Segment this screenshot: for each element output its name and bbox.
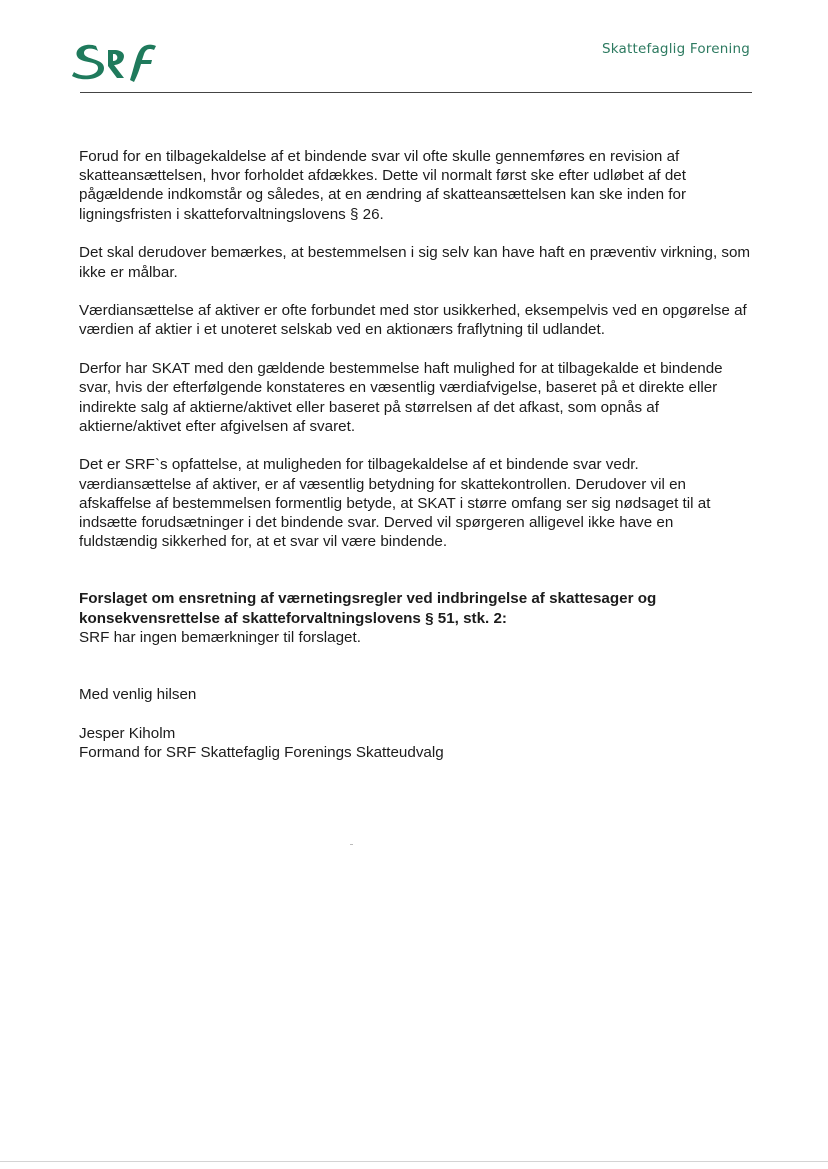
signer-title: Formand for SRF Skattefaglig Forenings Skatteudvalg	[79, 743, 444, 761]
header-divider	[80, 92, 752, 93]
body-paragraph: Forud for en tilbagekaldelse af et bindende svar vil ofte skulle gennemføres en revision af skatteansættelsen, hvor forholdet afdækkes. Dette vil normalt først ske efter udløbet af det pågældende indkomstår og således, at en ændring af skatteansættelsen kan ske inden for ligningsfristen i skatteforvaltningslovens § 26.	[79, 148, 687, 223]
closing-greeting: Med venlig hilsen	[79, 686, 197, 704]
signature-block	[79, 724, 755, 762]
page-bottom-edge	[0, 1161, 828, 1162]
body-paragraph: Det skal derudover bemærkes, at bestemmelsen i sig selv kan have haft en præventiv virkning, som ikke er målbar.	[79, 244, 751, 281]
section-heading: Forslaget om ensretning af værnetingsregler ved indbringelse af skattesager og konsekvensrettelse af skatteforvaltningslovens § 51, stk. 2:	[79, 590, 657, 627]
organization-name: Skattefaglig Forening	[601, 41, 750, 57]
body-paragraph: Det er SRF`s opfattelse, at muligheden for tilbagekaldelse af et bindende svar vedr. værdiansættelse af aktiver, er af væsentlig betydning for skattekontrollen. Derudover vil en afskaffelse af bestemmelsen formentlig betyde, at SKAT i større omfang ser sig nødsaget til at indsætte forudsætninger i det bindende svar. Derved vil spørgeren alligevel ikke have en fuldstændig sikkerhed for, at et svar vil være bindende.	[79, 456, 711, 551]
section-block	[79, 589, 755, 647]
section-text: SRF har ingen bemærkninger til forslaget.	[79, 628, 361, 646]
scan-speck	[350, 844, 353, 845]
body-paragraph: Derfor har SKAT med den gældende bestemmelse haft mulighed for at tilbagekalde et bindende svar, hvis der efterfølgende konstateres en væsentlig værdiafvigelse, baseret på et direkte eller indirekte salg af aktierne/aktivet eller baseret på størrelsen af det afkast, som opnås af aktierne/aktivet efter afgivelsen af svaret.	[79, 360, 723, 435]
signer-name: Jesper Kiholm	[79, 724, 176, 742]
body-paragraph: Værdiansættelse af aktiver er ofte forbundet med stor usikkerhed, eksempelvis ved en opgørelse af værdien af aktier i et unoteret selskab ved en aktionærs fraflytning til udlandet.	[79, 302, 747, 339]
srf-logo-icon	[68, 38, 160, 82]
letter-body	[79, 147, 755, 782]
